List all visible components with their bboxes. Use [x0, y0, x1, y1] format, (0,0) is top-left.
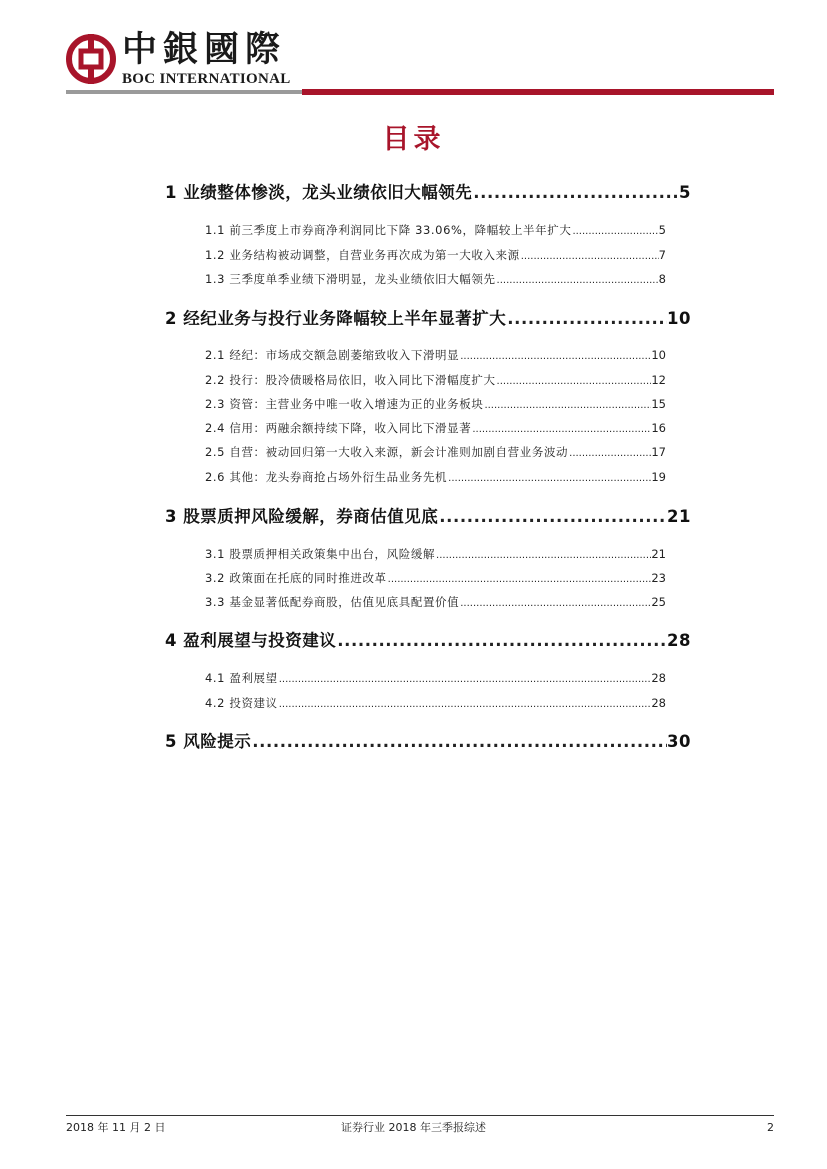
toc-leader-dots	[447, 471, 651, 487]
toc-item-label: 2.1 经纪：市场成交额急剧萎缩致收入下滑明显	[205, 348, 460, 362]
toc-item-2-2[interactable]	[205, 372, 666, 390]
toc-page-number: 28	[667, 631, 691, 650]
toc-page-number: 5	[679, 183, 691, 202]
toc-leader-dots	[336, 630, 667, 652]
toc-item-3-1[interactable]	[205, 546, 666, 564]
footer-rule	[66, 1115, 774, 1116]
toc-item-label: 1.3 三季度单季业绩下滑明显，龙头业绩依旧大幅领先	[205, 272, 496, 286]
page-header	[66, 28, 774, 96]
toc-item-1-1[interactable]	[205, 222, 666, 240]
toc-leader-dots	[438, 506, 667, 528]
footer-report-title: 证券行业 2018 年三季报综述	[341, 1121, 486, 1134]
footer-page-number: 2	[767, 1121, 774, 1134]
toc-page-number: 8	[658, 272, 666, 286]
toc-item-2-3[interactable]	[205, 396, 666, 414]
header-rule-red	[302, 89, 774, 95]
toc-page-number: 30	[667, 732, 691, 751]
toc-item-label: 3.3 基金显著低配券商股，估值见底具配置价值	[205, 595, 460, 609]
toc-item-label: 2.4 信用：两融余额持续下降，收入同比下滑显著	[205, 421, 472, 435]
toc-page-number: 16	[651, 421, 666, 435]
toc-item-label: 1.2 业务结构被动调整，自营业务再次成为第一大收入来源	[205, 248, 520, 262]
toc-leader-dots	[387, 572, 652, 588]
footer-date: 2018 年 11 月 2 日	[66, 1121, 166, 1134]
toc-item-3-2[interactable]	[205, 570, 666, 588]
toc-page-number: 10	[651, 348, 666, 362]
toc-item-2-1[interactable]	[205, 347, 666, 365]
toc-item-label: 2.2 投行：股冷债暖格局依旧，收入同比下滑幅度扩大	[205, 373, 496, 387]
toc-page-number: 21	[667, 507, 691, 526]
toc-section-5[interactable]	[165, 731, 691, 753]
toc-page-number: 5	[658, 223, 666, 237]
toc-item-2-5[interactable]	[205, 444, 666, 462]
toc-page-number: 12	[651, 373, 666, 387]
toc-section-label: 3 股票质押风险缓解，券商估值见底	[165, 507, 439, 526]
toc-section-label: 5 风险提示	[165, 732, 252, 751]
toc-item-2-4[interactable]	[205, 420, 666, 438]
toc-page-number: 19	[651, 470, 666, 484]
toc-page-number: 28	[651, 696, 666, 710]
toc-item-2-6[interactable]	[205, 469, 666, 487]
toc-item-4-1[interactable]	[205, 670, 666, 688]
toc-section-label: 1 业绩整体惨淡，龙头业绩依旧大幅领先	[165, 183, 473, 202]
toc-leader-dots	[278, 672, 652, 688]
toc-page-number: 10	[667, 309, 691, 328]
toc-page-number: 21	[651, 547, 666, 561]
toc-item-label: 2.5 自营：被动回归第一大收入来源，新会计准则加剧自营业务波动	[205, 445, 569, 459]
toc-leader-dots	[471, 422, 651, 438]
toc-page-number: 17	[651, 445, 666, 459]
toc-title: 目录	[382, 124, 445, 155]
toc-page-number: 15	[651, 397, 666, 411]
logo-english-name: BOC INTERNATIONAL	[122, 71, 291, 87]
toc-item-label: 4.1 盈利展望	[205, 671, 278, 685]
toc-leader-dots	[483, 398, 651, 414]
toc-item-label: 2.6 其他：龙头券商抢占场外衍生品业务先机	[205, 470, 448, 484]
toc-section-label: 4 盈利展望与投资建议	[165, 631, 337, 650]
toc-leader-dots	[251, 731, 667, 753]
toc-item-4-2[interactable]	[205, 695, 666, 713]
toc-section-1[interactable]	[165, 182, 691, 204]
toc-leader-dots	[472, 182, 679, 204]
toc-leader-dots	[496, 273, 659, 289]
toc-leader-dots	[278, 697, 652, 713]
toc-leader-dots	[496, 374, 652, 390]
toc-section-label: 2 经纪业务与投行业务降幅较上半年显著扩大	[165, 309, 507, 328]
toc-leader-dots	[571, 224, 658, 240]
toc-item-label: 3.2 政策面在托底的同时推进改革	[205, 571, 387, 585]
toc-item-1-2[interactable]	[205, 247, 666, 265]
toc-item-1-3[interactable]	[205, 271, 666, 289]
toc-page-number: 28	[651, 671, 666, 685]
logo-chinese-name: 中銀國際	[122, 29, 287, 70]
toc-item-label: 2.3 资管：主营业务中唯一收入增速为正的业务板块	[205, 397, 484, 411]
toc-section-3[interactable]	[165, 506, 691, 528]
header-rule-gray	[66, 90, 302, 94]
toc-page-number: 25	[651, 595, 666, 609]
toc-item-label: 1.1 前三季度上市券商净利润同比下降 33.06%，降幅较上半年扩大	[205, 223, 572, 237]
toc-leader-dots	[459, 349, 651, 365]
toc-leader-dots	[568, 446, 651, 462]
toc-leader-dots	[435, 548, 651, 564]
toc-leader-dots	[506, 308, 667, 330]
toc-page-number: 7	[658, 248, 666, 262]
boc-logo-icon	[66, 34, 116, 84]
toc-section-2[interactable]	[165, 308, 691, 330]
toc-item-3-3[interactable]	[205, 594, 666, 612]
toc-leader-dots	[520, 249, 659, 265]
toc-page-number: 23	[651, 571, 666, 585]
toc-leader-dots	[459, 596, 651, 612]
toc-item-label: 4.2 投资建议	[205, 696, 278, 710]
toc-item-label: 3.1 股票质押相关政策集中出台，风险缓解	[205, 547, 436, 561]
toc-section-4[interactable]	[165, 630, 691, 652]
